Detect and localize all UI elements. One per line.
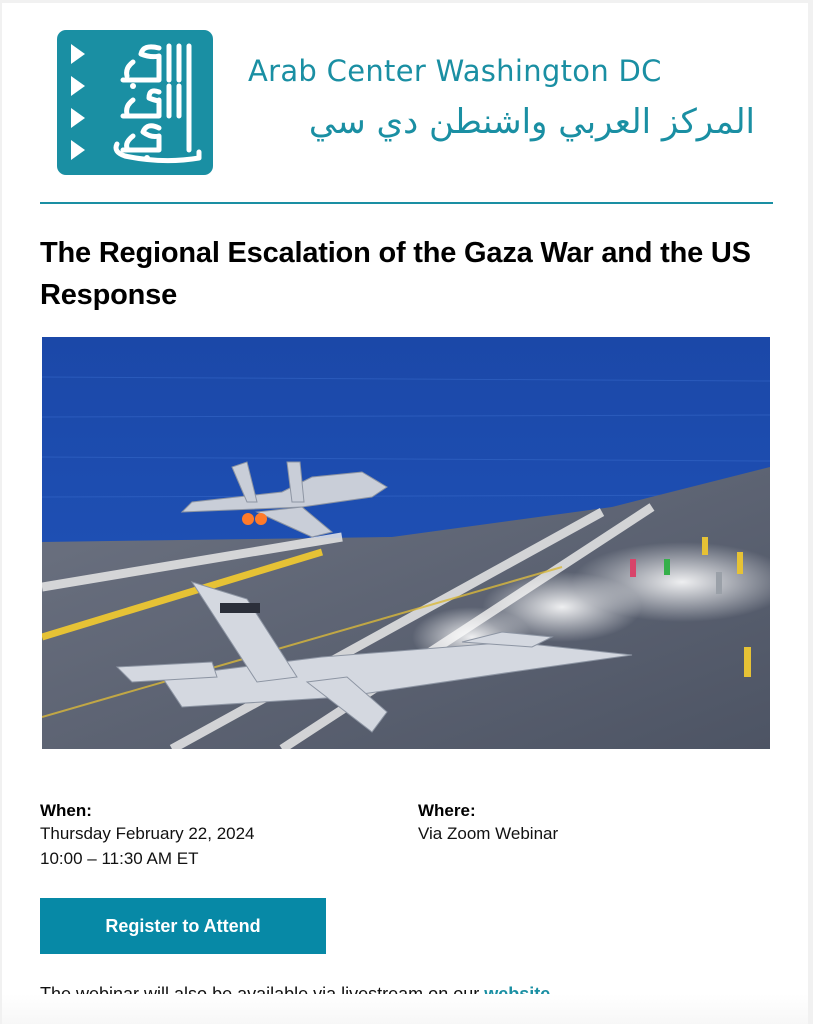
when-label: When: xyxy=(40,801,92,820)
event-photo xyxy=(42,337,770,749)
bottom-fade xyxy=(2,994,808,1024)
event-time: 10:00 – 11:30 AM ET xyxy=(40,849,199,868)
arabic-calligraphy-icon xyxy=(103,40,203,165)
where-label: Where: xyxy=(418,801,476,820)
triangle-icon xyxy=(71,108,85,128)
brand-name-english: Arab Center Washington DC xyxy=(248,54,662,88)
brand-name-arabic: المركز العربي واشنطن دي سي xyxy=(308,102,755,142)
triangle-icon xyxy=(71,76,85,96)
event-location: Via Zoom Webinar xyxy=(418,824,559,843)
event-date: Thursday February 22, 2024 xyxy=(40,824,255,843)
triangle-icon xyxy=(71,44,85,64)
header-divider xyxy=(40,202,773,204)
email-card xyxy=(2,3,808,1024)
logo-icon xyxy=(57,30,213,175)
register-button[interactable]: Register to Attend xyxy=(40,898,326,954)
event-title: The Regional Escalation of the Gaza War and the US Response xyxy=(40,237,751,311)
carrier-jets-image xyxy=(42,337,770,749)
triangle-icon xyxy=(71,140,85,160)
